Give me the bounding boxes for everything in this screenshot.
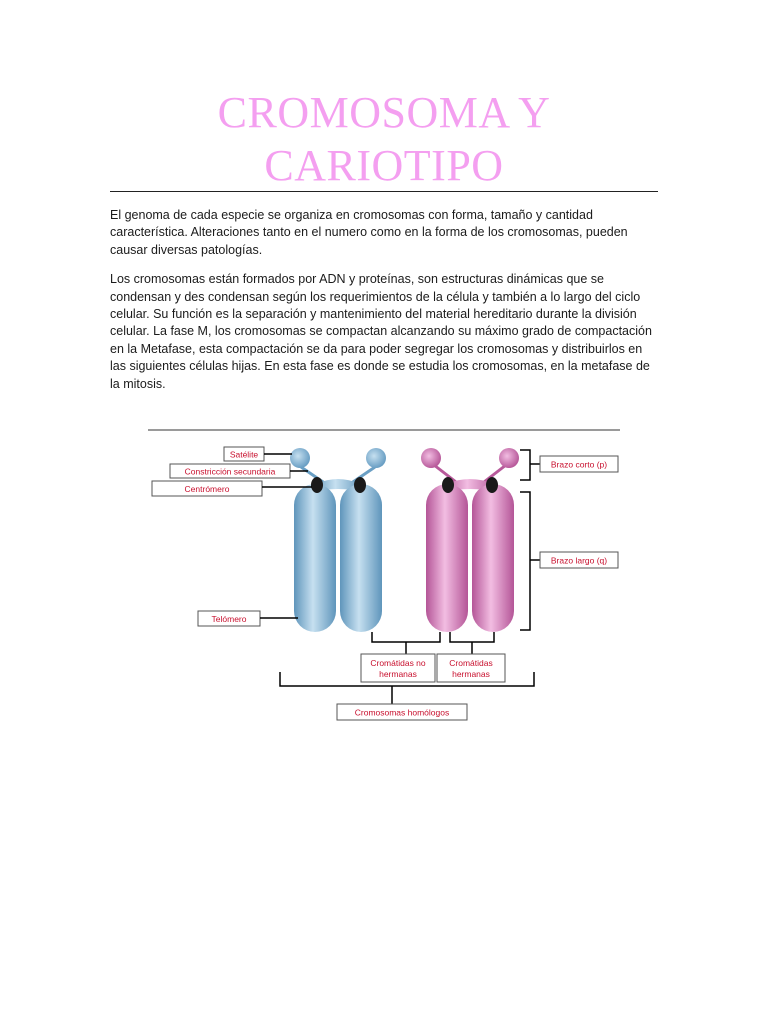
bracket-brazo-corto (520, 450, 618, 480)
blue-chromosome (290, 448, 386, 632)
label-satelite (224, 447, 292, 461)
label-satelite-text: Satélite (229, 449, 259, 460)
pink-chromatid-left (426, 484, 468, 632)
bracket-cromatidas-no-hermanas (361, 632, 440, 682)
blue-satellite-right (366, 448, 386, 468)
body-text (110, 207, 658, 405)
blue-centromere (311, 477, 323, 493)
bracket-brazo-largo (520, 492, 618, 630)
bracket-cromatidas-hermanas (437, 632, 505, 682)
label-telomero-text: Telómero (211, 614, 247, 624)
blue-satellite-left (290, 448, 310, 468)
paragraph-2: Los cromosomas están formados por ADN y proteínas, son estructuras dinámicas que se condensan y des condensan según los requerimientos de la célula y también a lo largo del ciclo celular. Su función es la separación y mantenimiento del material hereditario durante la división celular. La fase M, los cromosomas se compactan alcanzando su máximo grado de compactación en la Metafase, esta compactación se da para poder segregar los cromosomas y distribuirlos en las siguientes células hijas. En esta fase es donde se estudia los cromosomas, en la metafase de la mitosis. (110, 272, 652, 391)
chromosome-diagram (146, 428, 622, 728)
label-cromatidas-line1: Cromátidas (449, 658, 493, 668)
title-line-1: CROMOSOMA Y (217, 88, 551, 137)
blue-centromere-right (354, 477, 366, 493)
paragraph-1: El genoma de cada especie se organiza en cromosomas con forma, tamaño y cantidad característica. Alteraciones tanto en el numero como en la forma de los cromosomas, pueden causar diversas patologías. (110, 208, 628, 257)
label-cromatidas-no-line1: Cromátidas no (370, 658, 426, 668)
pink-centromere-left (442, 477, 454, 493)
title-line-2: CARIOTIPO (264, 141, 504, 190)
pink-satellite-right (499, 448, 519, 468)
label-homologos-text: Cromosomas homólogos (354, 707, 450, 718)
blue-chromatid-left (294, 484, 336, 632)
pink-chromosome (421, 448, 519, 632)
label-cromatidas-no-line2: hermanas (379, 669, 417, 679)
pink-centromere-right (486, 477, 498, 493)
blue-chromatid-right (340, 484, 382, 632)
label-constriccion-text: Constricción secundaria (184, 466, 276, 477)
label-telomero (198, 611, 298, 626)
label-centromero (152, 481, 312, 496)
pink-satellite-left (421, 448, 441, 468)
label-cromatidas-line2: hermanas (452, 669, 490, 679)
label-brazo-largo-text: Brazo largo (q) (550, 555, 608, 566)
title-divider (110, 191, 658, 192)
label-centromero-text: Centrómero (184, 484, 230, 494)
label-brazo-corto-text: Brazo corto (p) (550, 459, 608, 470)
document-title (110, 86, 658, 192)
label-constriccion (170, 464, 308, 478)
pink-chromatid-right (472, 484, 514, 632)
